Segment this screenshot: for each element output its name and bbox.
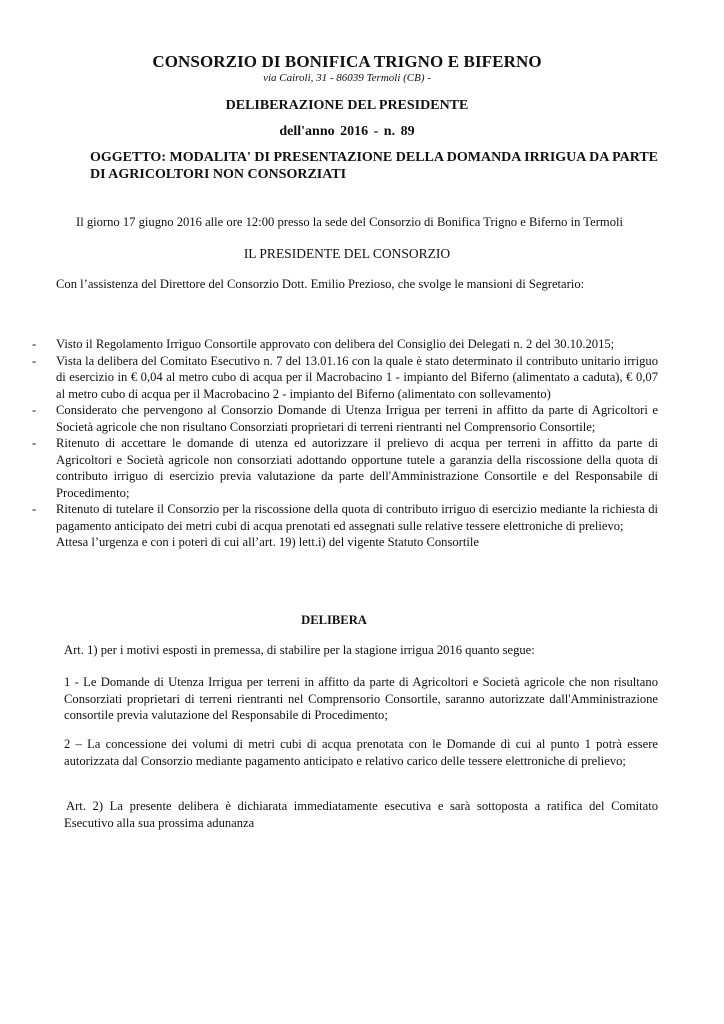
list-item: [32, 501, 658, 534]
article-1-point-2: 2 – La concessione dei volumi di metri cubi di acqua prenotata con le Domande di cui al punto 1 potrà essere autorizzata dal Consorzio mediante pagamento anticipato e relativo carico delle tessere elettroniche di prelievo;: [64, 737, 658, 768]
list-item: [32, 353, 658, 403]
recital-text: Ritenuto di accettare le domande di utenza ed autorizzare il prelievo di acqua per terreni in affitto da parte di Agricoltori e Società agricole non consorziati adottando opportune tutele a garanzia della riscossione della quota di contributo irriguo di esercizio previa valutazione da parte dell'Amministrazione Consortile e del Responsabile di Procedimento;: [56, 436, 658, 500]
recitals-list: [32, 336, 658, 551]
organization-address: via Cairoli, 31 - 86039 Termoli (CB) -: [263, 72, 431, 84]
assistance-paragraph: Con l’assistenza del Direttore del Consorzio Dott. Emilio Prezioso, che svolge le mansioni di Segretario:: [56, 277, 585, 291]
deliberation-year-number: dell'anno 2016 - n. 89: [279, 124, 415, 139]
list-item: [32, 336, 658, 353]
recital-text: Considerato che pervengono al Consorzio Domande di Utenza Irrigua per terreni in affitto da parte di Agricoltori e Società agricole che non risultano Consorziati proprietari di terreni rientranti nel Comprensorio Consortile;: [56, 403, 658, 434]
attesa-line: Attesa l’urgenza e con i poteri di cui all’art. 19) lett.i) del vigente Statuto Consortile: [56, 535, 479, 549]
article-2: Art. 2) La presente delibera è dichiarata immediatamente esecutiva e sarà sottoposta a ratifica del Comitato Esecutivo alla sua prossima adunanza: [64, 799, 658, 830]
delibera-heading: DELIBERA: [301, 613, 367, 627]
bullet-dash: -: [32, 502, 37, 516]
president-heading: IL PRESIDENTE DEL CONSORZIO: [243, 246, 451, 261]
list-item: [32, 402, 658, 435]
deliberation-heading: DELIBERAZIONE DEL PRESIDENTE: [225, 98, 469, 113]
recital-text: Visto il Regolamento Irriguo Consortile approvato con delibera del Consiglio dei Delegati n. 2 del 30.10.2015;: [56, 337, 615, 351]
bullet-dash: -: [32, 337, 37, 351]
intro-paragraph: Il giorno 17 giugno 2016 alle ore 12:00 presso la sede del Consorzio di Bonifica Trigno e Biferno in Termoli: [76, 215, 623, 229]
bullet-dash: -: [32, 353, 37, 368]
organization-title: CONSORZIO DI BONIFICA TRIGNO E BIFERNO: [152, 52, 542, 71]
bullet-dash: -: [32, 436, 37, 450]
recital-text: Vista la delibera del Comitato Esecutivo n. 7 del 13.01.16 con la quale è stato determinato il contributo unitario irriguo di esercizio in € 0,04 al metro cubo di acqua per il Macrobacino 1 - impianto del Biferno (alimentato a caduta), € 0,07 al metro cubo di acqua per il Macrobacino 2 - impianto del Biferno (alimentato con sollevamento): [56, 353, 658, 401]
list-item: [32, 435, 658, 501]
recital-text: Ritenuto di tutelare il Consorzio per la riscossione della quota di contributo irriguo di esercizio mediante la richiesta di pagamento anticipato dei metri cubi di acqua prenotati ed assegnati sulle relative tessere elettroniche di prelievo;: [56, 502, 658, 533]
article-1-point-1: 1 - Le Domande di Utenza Irrigua per terreni in affitto da parte di Agricoltori e Società agricole che non risultano Consorziati proprietari di terreni rientranti nel Comprensorio Consortile, saranno autorizzate dall'Amministrazione consortile previa valutazione del Responsabile di Procedimento;: [64, 675, 658, 722]
subject-line: OGGETTO: MODALITA' DI PRESENTAZIONE DELLA DOMANDA IRRIGUA DA PARTE DI AGRICOLTORI NON CONSORZIATI: [90, 150, 658, 182]
article-1: Art. 1) per i motivi esposti in premessa, di stabilire per la stagione irrigua 2016 quanto segue:: [64, 643, 535, 657]
bullet-dash: -: [32, 403, 37, 417]
